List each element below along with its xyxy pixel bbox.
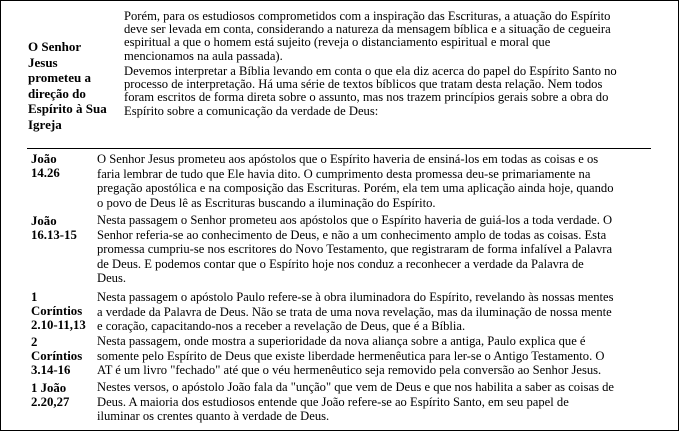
reference-line: 2.10-11,13 [31, 318, 86, 332]
reference-line: 14.26 [31, 166, 60, 180]
entry-line: iluminar os crentes quanto à verdade de Deus. [97, 409, 330, 424]
paragraph-line: foram escritos de forma direta sobre o assunto, mas nos trazem princípios gerais sobre a obra do [124, 90, 609, 105]
side-title-line: Igreja [28, 116, 62, 132]
entry-text [97, 290, 672, 334]
side-title-line: Jesus [28, 54, 58, 70]
entry-line: Nesta passagem o Senhor prometeu aos apóstolos que o Espírito haveria de guiá-los a toda verdade. O [97, 213, 613, 227]
section-divider [27, 148, 651, 149]
entry-line: Senhor referia-se ao conhecimento de Deus, e não a um conhecimento amplo de todas as coisas. Esta [97, 227, 607, 242]
paragraph-line: Porém, para os estudiosos comprometidos com a inspiração das Escrituras, a atuação do Espírito [124, 9, 611, 23]
reference-line: Coríntios [31, 304, 83, 318]
entry-line: Deus. A maioria dos estudiosos entende que João refere-se ao Espírito Santo, em seu papel de [97, 394, 569, 409]
entry-line: pregação apostólica e na composição das Escrituras. Porém, ela tem uma aplicação ainda hoje, quando [97, 181, 614, 196]
reference-line: 3.14-16 [31, 363, 71, 377]
entry-text [97, 213, 672, 286]
paragraph-line: mencionamos na aula passada). [124, 48, 283, 63]
entry-line: de Deus. E podemos contar que o Espírito hoje nos conduz a reconhecer a verdade da Palavra de [97, 256, 584, 271]
paragraph-line: espiritual a que o homem está sujeito (reveja o distanciamento espiritual e moral que [124, 35, 551, 50]
entry-line: Nesta passagem, onde mostra a superioridade da nova aliança sobre a antiga, Paulo explica que é [97, 334, 586, 348]
entry-line: Nesta passagem o apóstolo Paulo refere-se à obra iluminadora do Espírito, revelando às nossas mentes [97, 290, 614, 304]
entry-text [97, 152, 672, 210]
reference-line: 16.13-15 [31, 228, 77, 242]
side-title-line: prometeu a [28, 70, 91, 85]
entry-line: e coração, capacitando-nos a receber a revelação de Deus, que é a Bíblia. [97, 319, 466, 334]
paragraph-line: processo de interpretação. Há uma série de textos bíblicos que tratam desta relação. Nem todos [124, 77, 603, 92]
entry-line: o povo de Deus lê as Escrituras buscando a iluminação do Espírito. [97, 195, 436, 210]
intro-paragraph-2 [124, 65, 672, 118]
reference-line: 1 [31, 290, 38, 304]
entry-line: Deus. [97, 271, 127, 286]
entry-line: promessa cumpriu-se nos escritores do Novo Testamento, que registraram de forma infalível a Palavra [97, 242, 613, 257]
paragraph-line: deve ser levada em conta, considerando a natureza da mensagem bíblica e a situação de cegueira [124, 22, 611, 37]
entry-line: a verdade da Palavra de Deus. Não se trata de uma nova revelação, mas da iluminação de nossa mente [97, 304, 612, 319]
entry-text [97, 380, 672, 424]
reference-line: 2 [31, 335, 38, 349]
entry-line: faria lembrar de tudo que Ele havia dito. O cumprimento desta promessa deu-se primariamente na [97, 166, 591, 181]
intro-side-title [28, 39, 118, 132]
reference-line: João [31, 152, 57, 166]
side-title-line: direção do [28, 85, 86, 101]
reference-line: João [31, 214, 57, 228]
entry-line: O Senhor Jesus prometeu aos apóstolos que o Espírito haveria de ensiná-los em todas as coisas e os [97, 152, 599, 166]
reference-line: Coríntios [31, 349, 83, 363]
entry-line: somente pelo Espírito de Deus que existe liberdade hermenêutica para ler-se o Antigo Testamento. O [97, 348, 605, 363]
entry-line: AT é um livro "fechado" até que o véu hermenêutico seja removido pela conversão ao Senhor Jesus. [97, 363, 602, 378]
reference-line: 1 João [31, 381, 67, 395]
side-title-line: Espírito à Sua [28, 101, 107, 116]
intro-paragraph-1 [124, 10, 672, 63]
paragraph-line: Devemos interpretar a Bíblia levando em conta o que ela diz acerca do papel do Espírito Santo no [124, 64, 617, 78]
entry-text [97, 334, 672, 378]
entry-line: Nestes versos, o apóstolo João fala da "unção" que vem de Deus e que nos habilita a saber as coisas de [97, 380, 615, 394]
paragraph-line: Espírito sobre a comunicação da verdade de Deus: [124, 103, 379, 118]
reference-line: 2.20,27 [31, 395, 70, 409]
side-title-line: O Senhor [28, 39, 82, 54]
